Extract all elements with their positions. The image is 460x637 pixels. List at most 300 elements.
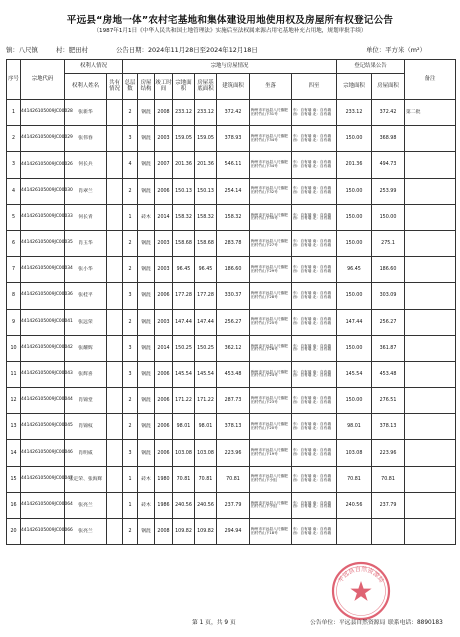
remark-cell xyxy=(405,204,456,230)
co-holders-cell xyxy=(107,257,123,283)
table-row xyxy=(7,283,456,309)
holder-name-header: 权利人姓名 xyxy=(65,74,107,100)
floors-cell: 3 xyxy=(123,335,138,361)
land-area-cell: 150.13 xyxy=(173,178,195,204)
co-holders-cell xyxy=(107,361,123,387)
seq-cell: 13 xyxy=(7,414,21,440)
building-area-cell: 453.48 xyxy=(217,361,250,387)
page-indicator: 第 1 页，共 9 页 xyxy=(192,620,236,626)
page-title: 平远县“房地一体”农村宅基地和集体建设用地使用权及房屋所有权登记公告 xyxy=(66,15,394,26)
land-area-cell: 96.45 xyxy=(173,257,195,283)
holder-name-cell: 张远荣 xyxy=(65,309,107,335)
holder-name-cell: 张伟春 xyxy=(65,126,107,152)
location-cell: 梅州市平远县八尺镇肥田村竹山下20号 xyxy=(250,414,292,440)
building-area-cell: 294.94 xyxy=(217,519,250,545)
reg-building-cell: 186.60 xyxy=(372,257,405,283)
year-cell: 2003 xyxy=(155,230,173,256)
co-holders-cell xyxy=(107,492,123,518)
code-cell: 441426105009JC00041 xyxy=(21,309,65,335)
co-holders-cell xyxy=(107,309,123,335)
boundary-cell: 东：自有墙 南：自有墙 西：自有墙 北：自有墙 xyxy=(292,361,337,387)
building-area-cell: 362.12 xyxy=(217,335,250,361)
building-area-cell: 283.78 xyxy=(217,230,250,256)
boundary-cell: 东：自有墙 南：自有墙 西：自有墙 北：自有墙 xyxy=(292,440,337,466)
remark-cell xyxy=(405,152,456,178)
base-area-cell: 177.28 xyxy=(195,283,217,309)
table-row xyxy=(7,361,456,387)
location-cell: 梅州市平远县八尺镇肥田村竹山下小组 xyxy=(250,492,292,518)
structure-cell: 钢混 xyxy=(138,440,155,466)
table-row xyxy=(7,335,456,361)
building-area-cell: 287.73 xyxy=(217,388,250,414)
reg-building-cell: 453.48 xyxy=(372,361,405,387)
building-area-cell: 256.27 xyxy=(217,309,250,335)
seq-cell: 12 xyxy=(7,388,21,414)
land-area-cell: 201.36 xyxy=(173,152,195,178)
seq-cell: 4 xyxy=(7,178,21,204)
result-group-header: 登记结果公告 xyxy=(337,60,405,74)
code-cell: 441426105009JC00034 xyxy=(21,257,65,283)
land-area-cell: 158.32 xyxy=(173,204,195,230)
boundary-cell: 东：自有墙 南：自有墙 西：自有墙 北：自有墙 xyxy=(292,126,337,152)
holder-name-cell: 张小华 xyxy=(65,257,107,283)
remark-cell: 第二批 xyxy=(405,100,456,126)
land-area-cell: 233.12 xyxy=(173,100,195,126)
reg-land-cell: 98.01 xyxy=(337,414,372,440)
year-cell: 2006 xyxy=(155,283,173,309)
seq-cell: 6 xyxy=(7,230,21,256)
reg-building-cell: 378.13 xyxy=(372,414,405,440)
co-holders-cell xyxy=(107,178,123,204)
co-holders-cell xyxy=(107,388,123,414)
seq-cell: 9 xyxy=(7,309,21,335)
remark-header: 备注 xyxy=(405,60,456,100)
structure-cell: 钢混 xyxy=(138,309,155,335)
reg-building-cell: 372.42 xyxy=(372,100,405,126)
location-cell: 梅州市平远县八尺镇肥田村竹山下27号 xyxy=(250,230,292,256)
land-area-cell: 240.56 xyxy=(173,492,195,518)
code-cell: 441426105009JC00036 xyxy=(21,283,65,309)
holder-name-cell: 何长兵 xyxy=(65,152,107,178)
structure-cell: 钢混 xyxy=(138,335,155,361)
co-holders-cell xyxy=(107,414,123,440)
holder-name-cell: 肖翠兰 xyxy=(65,178,107,204)
boundary-cell: 东：自有墙 南：自有墙 西：自有墙 北：自有墙 xyxy=(292,492,337,518)
table-row xyxy=(7,492,456,518)
seq-cell: 2 xyxy=(7,126,21,152)
floors-cell: 3 xyxy=(123,440,138,466)
year-cell: 2006 xyxy=(155,388,173,414)
boundary-header: 四至 xyxy=(292,74,337,100)
floors-cell: 1 xyxy=(123,466,138,492)
base-area-cell: 171.22 xyxy=(195,388,217,414)
floors-cell: 2 xyxy=(123,100,138,126)
location-cell: 梅州市平远县八尺镇肥田村竹山下31号 xyxy=(250,100,292,126)
table-body xyxy=(7,100,456,545)
base-area-cell: 70.81 xyxy=(195,466,217,492)
holder-name-cell: 肖玉华 xyxy=(65,230,107,256)
structure-cell: 钢混 xyxy=(138,388,155,414)
issuer-label: 公告单位：平远县自然资源局 xyxy=(310,620,386,626)
reg-building-cell: 237.79 xyxy=(372,492,405,518)
year-cell: 2006 xyxy=(155,440,173,466)
base-area-cell: 158.32 xyxy=(195,204,217,230)
code-cell: 441426105009JC00045 xyxy=(21,414,65,440)
structure-cell: 砖木 xyxy=(138,466,155,492)
remark-cell xyxy=(405,230,456,256)
holder-name-cell: 张辉喜 xyxy=(65,361,107,387)
year-cell: 2003 xyxy=(155,126,173,152)
base-area-cell: 240.56 xyxy=(195,492,217,518)
land-area-cell: 103.08 xyxy=(173,440,195,466)
reg-building-cell: 303.09 xyxy=(372,283,405,309)
seq-cell: 11 xyxy=(7,361,21,387)
reg-land-cell: 103.08 xyxy=(337,440,372,466)
table-row xyxy=(7,257,456,283)
reg-land-cell: 240.56 xyxy=(337,492,372,518)
floors-cell: 3 xyxy=(123,283,138,309)
structure-cell: 钢混 xyxy=(138,152,155,178)
building-area-header: 建筑面积 xyxy=(217,74,250,100)
co-holders-cell xyxy=(107,152,123,178)
holder-name-cell: 张亮兰 xyxy=(65,519,107,545)
boundary-cell: 东：自有墙 南：自有墙 西：自有墙 北：自有墙 xyxy=(292,519,337,545)
seq-cell: 5 xyxy=(7,204,21,230)
year-cell: 2006 xyxy=(155,414,173,440)
co-holders-cell xyxy=(107,466,123,492)
year-cell: 2008 xyxy=(155,519,173,545)
land-area-cell: 70.81 xyxy=(173,466,195,492)
code-cell: 441426105009JC00030 xyxy=(21,178,65,204)
reg-land-header: 宗地面积 xyxy=(337,74,372,100)
reg-building-cell: 253.99 xyxy=(372,178,405,204)
location-cell: 梅州市平远县八尺镇肥田村竹山下29号 xyxy=(250,257,292,283)
base-area-cell: 159.05 xyxy=(195,126,217,152)
structure-cell: 钢混 xyxy=(138,283,155,309)
boundary-cell: 东：自有墙 南：自有墙 西：自有墙 北：自有墙 xyxy=(292,152,337,178)
holder-name-cell: 张亮兰 xyxy=(65,492,107,518)
code-cell: 441426105009JC00064 xyxy=(21,492,65,518)
holder-name-cell: 肖明威 xyxy=(65,440,107,466)
floors-cell: 2 xyxy=(123,388,138,414)
page-subtitle: （1987年1月1日《中华人民共和国土地管理法》实施后至法权属来源占用宅基地补充占用地，规划审批手续） xyxy=(93,28,367,34)
year-cell: 1986 xyxy=(155,492,173,518)
reg-land-cell xyxy=(337,519,372,545)
seq-cell: 16 xyxy=(7,492,21,518)
reg-land-cell: 233.12 xyxy=(337,100,372,126)
boundary-cell: 东：自有墙 南：自有墙 西：自有墙 北：自有墙 xyxy=(292,466,337,492)
base-area-cell: 147.44 xyxy=(195,309,217,335)
reg-land-cell: 150.00 xyxy=(337,388,372,414)
table-row xyxy=(7,100,456,126)
table-row xyxy=(7,126,456,152)
location-cell: 梅州市平远县八尺镇肥田村竹山下23号 xyxy=(250,388,292,414)
floors-cell: 4 xyxy=(123,152,138,178)
land-area-cell: 171.22 xyxy=(173,388,195,414)
reg-land-cell: 150.00 xyxy=(337,204,372,230)
table-row xyxy=(7,152,456,178)
code-cell: 441426105009JC00035 xyxy=(21,230,65,256)
co-holders-cell xyxy=(107,519,123,545)
year-cell: 2014 xyxy=(155,335,173,361)
structure-cell: 钢混 xyxy=(138,126,155,152)
holder-name-cell: 张定荣、张海辉 xyxy=(65,466,107,492)
base-area-cell: 103.08 xyxy=(195,440,217,466)
land-area-header: 宗地面积 xyxy=(173,74,195,100)
code-cell: 441426105009JC00046 xyxy=(21,440,65,466)
base-area-cell: 98.01 xyxy=(195,414,217,440)
boundary-cell: 东：自有墙 南：自有墙 西：自有墙 北：自有墙 xyxy=(292,100,337,126)
code-cell: 441426105009JC00047 xyxy=(21,466,65,492)
seq-cell: 20 xyxy=(7,519,21,545)
co-holders-header: 共有情况 xyxy=(107,74,123,100)
year-cell: 2003 xyxy=(155,257,173,283)
land-area-cell: 177.28 xyxy=(173,283,195,309)
year-cell: 2007 xyxy=(155,152,173,178)
code-cell: 441426105009JC00033 xyxy=(21,204,65,230)
remark-cell xyxy=(405,309,456,335)
structure-cell: 砖木 xyxy=(138,492,155,518)
co-holders-cell xyxy=(107,230,123,256)
structure-cell: 钢混 xyxy=(138,414,155,440)
table-row xyxy=(7,519,456,545)
base-area-cell: 201.36 xyxy=(195,152,217,178)
table-row xyxy=(7,440,456,466)
year-cell: 1980 xyxy=(155,466,173,492)
location-cell: 梅州市平远县八尺镇肥田村竹山下18号 xyxy=(250,519,292,545)
period-label: 公告日期：2024年11月28日至2024年12月18日 xyxy=(116,46,258,54)
remark-cell xyxy=(405,126,456,152)
location-cell: 梅州市平远县八尺镇肥田村竹山下25号 xyxy=(250,309,292,335)
holder-name-cell: 张新华 xyxy=(65,100,107,126)
unit-label: 单位：平方米（m²） xyxy=(366,46,426,54)
table-row xyxy=(7,230,456,256)
building-area-cell: 158.32 xyxy=(217,204,250,230)
floors-cell: 3 xyxy=(123,361,138,387)
land-area-cell: 159.05 xyxy=(173,126,195,152)
floors-cell: 2 xyxy=(123,519,138,545)
reg-land-cell: 70.81 xyxy=(337,466,372,492)
table-row xyxy=(7,414,456,440)
year-cell: 2008 xyxy=(155,100,173,126)
boundary-cell: 东：自有墙 南：自有墙 西：自有墙 北：自有墙 xyxy=(292,283,337,309)
seq-cell: 8 xyxy=(7,283,21,309)
location-cell: 梅州市平远县八尺镇肥田村竹山下28号 xyxy=(250,283,292,309)
structure-cell: 钢混 xyxy=(138,361,155,387)
building-area-cell: 546.11 xyxy=(217,152,250,178)
seal-text: 平远县自然资源局 xyxy=(337,565,385,585)
building-area-cell: 70.81 xyxy=(217,466,250,492)
building-area-cell: 378.93 xyxy=(217,126,250,152)
land-area-cell: 147.44 xyxy=(173,309,195,335)
building-area-cell: 378.13 xyxy=(217,414,250,440)
location-cell: 梅州市平远县八尺镇肥田村竹山下小组 xyxy=(250,466,292,492)
location-cell: 梅州市平远县八尺镇肥田村竹山下35号 xyxy=(250,204,292,230)
remark-cell xyxy=(405,414,456,440)
boundary-cell: 东：自有墙 南：自有墙 西：自有墙 北：自有墙 xyxy=(292,414,337,440)
reg-building-cell: 368.98 xyxy=(372,126,405,152)
seq-cell: 1 xyxy=(7,100,21,126)
boundary-cell: 东：自有墙 南：自有墙 西：自有墙 北：自有墙 xyxy=(292,230,337,256)
building-area-cell: 330.37 xyxy=(217,283,250,309)
table-row xyxy=(7,309,456,335)
year-cell: 2003 xyxy=(155,309,173,335)
code-cell: 441426105009JC00066 xyxy=(21,519,65,545)
boundary-cell: 东：自有墙 南：自有墙 西：自有墙 北：自有墙 xyxy=(292,335,337,361)
reg-building-header: 房屋面积 xyxy=(372,74,405,100)
location-cell: 梅州市平远县八尺镇肥田村竹山下24号 xyxy=(250,361,292,387)
remark-cell xyxy=(405,283,456,309)
remark-cell xyxy=(405,440,456,466)
reg-building-cell: 276.51 xyxy=(372,388,405,414)
reg-building-cell: 150.00 xyxy=(372,204,405,230)
remark-cell xyxy=(405,335,456,361)
floors-cell: 2 xyxy=(123,178,138,204)
land-area-cell: 158.68 xyxy=(173,230,195,256)
location-cell: 梅州市平远县八尺镇肥田村竹山下19号 xyxy=(250,440,292,466)
table-row xyxy=(7,204,456,230)
co-holders-cell xyxy=(107,440,123,466)
remark-cell xyxy=(405,178,456,204)
building-area-cell: 372.42 xyxy=(217,100,250,126)
co-holders-cell xyxy=(107,335,123,361)
base-area-cell: 150.25 xyxy=(195,335,217,361)
seq-cell: 14 xyxy=(7,440,21,466)
reg-building-cell: 256.27 xyxy=(372,309,405,335)
holder-name-cell: 肖锦堂 xyxy=(65,388,107,414)
boundary-cell: 东：自有墙 南：自有墙 西：自有墙 北：自有墙 xyxy=(292,204,337,230)
structure-cell: 钢混 xyxy=(138,178,155,204)
land-group-header: 宗地与房屋情况 xyxy=(123,60,337,74)
holder-name-cell: 张耀辉 xyxy=(65,335,107,361)
boundary-cell: 东：自有墙 南：自有墙 西：自有墙 北：自有墙 xyxy=(292,309,337,335)
reg-building-cell: 70.81 xyxy=(372,466,405,492)
boundary-cell: 东：自有墙 南：自有墙 西：自有墙 北：自有墙 xyxy=(292,257,337,283)
boundary-cell: 东：自有墙 南：自有墙 西：自有墙 北：自有墙 xyxy=(292,178,337,204)
location-cell: 梅州市平远县八尺镇肥田村竹山下26号 xyxy=(250,335,292,361)
floors-cell: 1 xyxy=(123,204,138,230)
land-area-cell: 98.01 xyxy=(173,414,195,440)
building-area-cell: 237.79 xyxy=(217,492,250,518)
official-seal xyxy=(330,560,392,622)
land-area-cell: 109.82 xyxy=(173,519,195,545)
reg-building-cell: 361.87 xyxy=(372,335,405,361)
reg-land-cell: 150.00 xyxy=(337,126,372,152)
holder-name-cell: 张桂平 xyxy=(65,283,107,309)
building-area-cell: 223.96 xyxy=(217,440,250,466)
base-area-cell: 109.82 xyxy=(195,519,217,545)
year-header: 竣工时间 xyxy=(155,74,173,100)
boundary-cell: 东：自有墙 南：自有墙 西：自有墙 北：自有墙 xyxy=(292,388,337,414)
remark-cell xyxy=(405,492,456,518)
floors-cell: 2 xyxy=(123,414,138,440)
location-cell: 梅州市平远县八尺镇肥田村竹山下32号 xyxy=(250,178,292,204)
base-area-cell: 150.13 xyxy=(195,178,217,204)
co-holders-cell xyxy=(107,100,123,126)
location-cell: 梅州市平远县八尺镇肥田村竹山下34号 xyxy=(250,152,292,178)
reg-building-cell xyxy=(372,519,405,545)
code-cell: 441426105009JC00042 xyxy=(21,335,65,361)
registration-table xyxy=(6,59,456,545)
village-label: 村：肥田村 xyxy=(56,46,88,54)
location-header: 坐落 xyxy=(250,74,292,100)
structure-cell: 钢混 xyxy=(138,519,155,545)
structure-cell: 钢混 xyxy=(138,100,155,126)
structure-cell: 钢混 xyxy=(138,257,155,283)
building-area-cell: 186.60 xyxy=(217,257,250,283)
seq-cell: 7 xyxy=(7,257,21,283)
structure-header: 房屋结构 xyxy=(138,74,155,100)
remark-cell xyxy=(405,466,456,492)
structure-cell: 钢混 xyxy=(138,230,155,256)
town-label: 镇：八尺镇 xyxy=(6,46,38,54)
co-holders-cell xyxy=(107,126,123,152)
co-holders-cell xyxy=(107,204,123,230)
phone-label: 联系电话：8890183 xyxy=(388,620,443,626)
structure-cell: 砖木 xyxy=(138,204,155,230)
seq-cell: 10 xyxy=(7,335,21,361)
code-cell: 441426105009JC00028 xyxy=(21,100,65,126)
floors-header: 总层数 xyxy=(123,74,138,100)
co-holders-cell xyxy=(107,283,123,309)
holder-group-header: 权利人情况 xyxy=(65,60,123,74)
floors-cell: 3 xyxy=(123,126,138,152)
seq-header: 序号 xyxy=(7,60,21,100)
floors-cell: 2 xyxy=(123,230,138,256)
remark-cell xyxy=(405,388,456,414)
seq-cell: 15 xyxy=(7,466,21,492)
code-cell: 441426105009JC00043 xyxy=(21,361,65,387)
reg-land-cell: 150.00 xyxy=(337,178,372,204)
remark-cell xyxy=(405,257,456,283)
code-cell: 441426105009JC00026 xyxy=(21,152,65,178)
remark-cell xyxy=(405,519,456,545)
remark-cell xyxy=(405,361,456,387)
code-header: 宗地代码 xyxy=(21,60,65,100)
table-row xyxy=(7,466,456,492)
year-cell: 2006 xyxy=(155,361,173,387)
reg-land-cell: 145.54 xyxy=(337,361,372,387)
reg-land-cell: 150.00 xyxy=(337,230,372,256)
floors-cell: 2 xyxy=(123,309,138,335)
building-area-cell: 254.14 xyxy=(217,178,250,204)
reg-land-cell: 201.36 xyxy=(337,152,372,178)
reg-land-cell: 150.00 xyxy=(337,335,372,361)
seq-cell: 3 xyxy=(7,152,21,178)
base-area-cell: 96.45 xyxy=(195,257,217,283)
base-area-cell: 158.68 xyxy=(195,230,217,256)
reg-building-cell: 275.1 xyxy=(372,230,405,256)
floors-cell: 1 xyxy=(123,492,138,518)
land-area-cell: 150.25 xyxy=(173,335,195,361)
reg-land-cell: 150.00 xyxy=(337,283,372,309)
table-row xyxy=(7,178,456,204)
reg-land-cell: 147.44 xyxy=(337,309,372,335)
holder-name-cell: 肖锦权 xyxy=(65,414,107,440)
base-area-header: 房屋基底面积 xyxy=(195,74,217,100)
location-cell: 梅州市平远县八尺镇肥田村竹山下34号 xyxy=(250,126,292,152)
reg-building-cell: 223.96 xyxy=(372,440,405,466)
reg-land-cell: 96.45 xyxy=(337,257,372,283)
holder-name-cell: 何长青 xyxy=(65,204,107,230)
floors-cell: 2 xyxy=(123,257,138,283)
code-cell: 441426105009JC00029 xyxy=(21,126,65,152)
code-cell: 441426105009JC00044 xyxy=(21,388,65,414)
year-cell: 2006 xyxy=(155,178,173,204)
table-row xyxy=(7,388,456,414)
land-area-cell: 145.54 xyxy=(173,361,195,387)
base-area-cell: 233.12 xyxy=(195,100,217,126)
